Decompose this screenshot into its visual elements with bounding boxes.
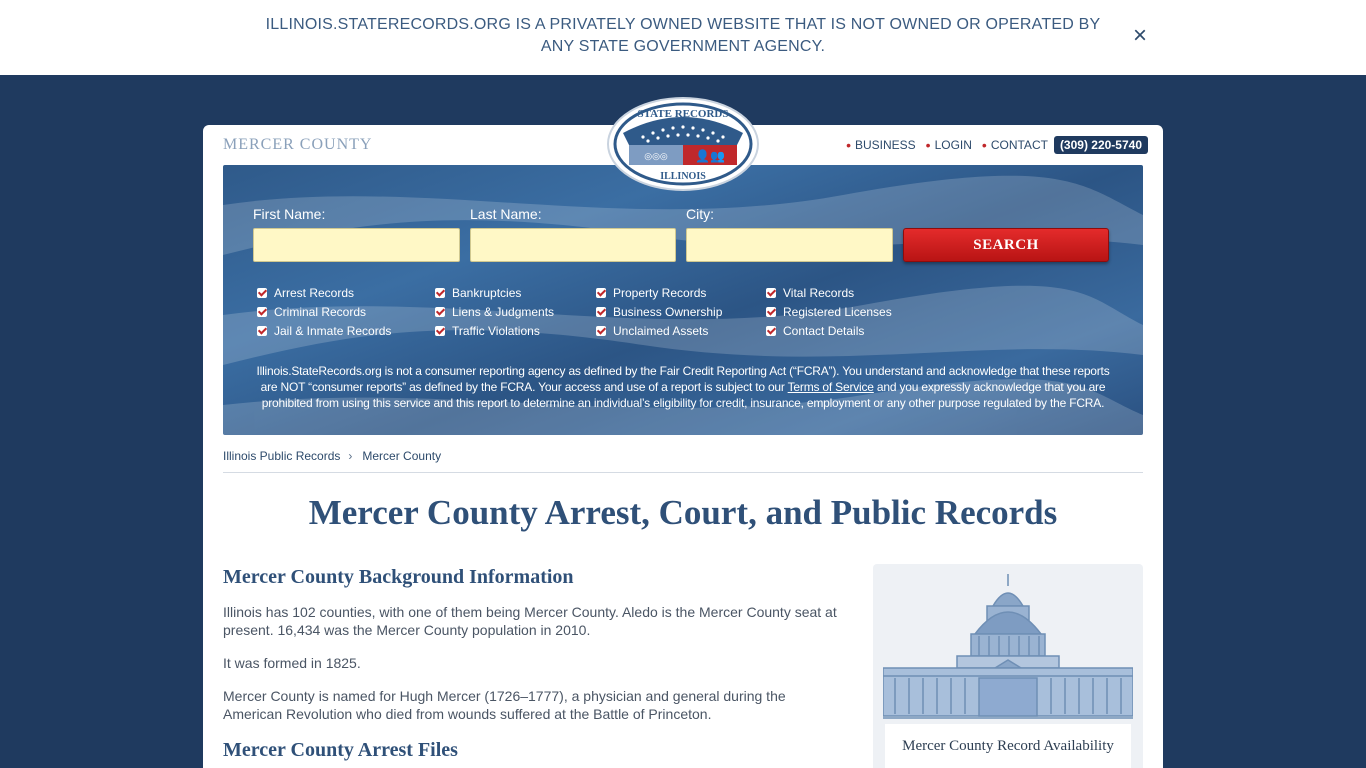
checkbox-vital-records[interactable] [766,286,854,300]
record-availability-sidebar [873,564,1143,768]
search-panel [223,165,1143,435]
first-name-input[interactable] [253,228,460,262]
checkbox-traffic-violations[interactable] [435,324,540,338]
checkbox-label: Business Ownership [613,305,723,319]
nav-login-link[interactable] [926,137,972,153]
checkbox-label: Criminal Records [274,305,367,319]
close-icon[interactable]: × [1132,22,1147,49]
state-records-illinois-logo[interactable] [607,97,759,191]
divider [223,472,1143,473]
nav-login-label: LOGIN [934,138,972,152]
checkbox-property-records[interactable] [596,286,706,300]
checkbox-unclaimed-assets[interactable] [596,324,708,338]
svg-text:◎◎◎: ◎◎◎ [644,151,668,161]
checkbox-checked-icon[interactable] [435,326,445,336]
checkbox-checked-icon[interactable] [257,288,267,298]
checkbox-criminal-records[interactable] [257,305,366,319]
checkbox-label: Property Records [613,286,707,300]
city-input[interactable] [686,228,893,262]
checkbox-arrest-records[interactable] [257,286,354,300]
checkbox-registered-licenses[interactable] [766,305,892,319]
bullet-icon: • [925,137,931,153]
nav-business-label: BUSINESS [854,138,916,152]
checkbox-checked-icon[interactable] [596,326,606,336]
last-name-input[interactable] [470,228,676,262]
checkbox-bankruptcies[interactable] [435,286,521,300]
bullet-icon: • [846,137,851,153]
background-paragraph: Illinois has 102 counties, with one of them being Mercer County. Aledo is the Mercer County seat at present. 16,434 was the Mercer County population in 2010. [223,604,837,638]
checkbox-business-ownership[interactable] [596,305,722,319]
search-button[interactable]: SEARCH [903,228,1109,262]
privacy-notice-bar [0,0,1366,75]
nav-contact-label: CONTACT [990,138,1048,152]
checkbox-checked-icon[interactable] [257,307,267,317]
city-label: City: [686,206,714,222]
checkbox-label: Jail & Inmate Records [274,324,392,338]
record-availability-caption: Mercer County Record Availability [902,738,1114,754]
fcra-disclaimer [253,363,1113,411]
nav-business-link[interactable] [846,137,916,153]
checkbox-label: Registered Licenses [783,305,892,319]
background-paragraph: Mercer County is named for Hugh Mercer (1726–1777), a physician and general during the American Revolution who died from wounds suffered at the Battle of Princeton. [223,688,786,722]
nav-contact-link[interactable] [982,137,1048,153]
checkbox-label: Liens & Judgments [452,305,555,319]
main-card [203,125,1163,768]
checkbox-checked-icon[interactable] [766,326,776,336]
checkbox-contact-details[interactable] [766,324,864,338]
breadcrumb-illinois-public-records[interactable]: Illinois Public Records [223,449,341,463]
arrest-files-heading: Mercer County Arrest Files [223,739,458,761]
breadcrumb-current: Mercer County [362,449,442,463]
phone-badge[interactable]: (309) 220-5740 [1054,136,1148,154]
background-paragraph: It was formed in 1825. [223,655,361,671]
page-title: Mercer County Arrest, Court, and Public Records [308,493,1058,532]
county-label: MERCER COUNTY [223,136,373,153]
checkbox-checked-icon[interactable] [596,288,606,298]
checkbox-label: Vital Records [783,286,855,300]
svg-text:👤👥: 👤👥 [695,149,725,163]
bullet-icon: • [981,137,987,153]
breadcrumb [223,449,441,463]
terms-of-service-link[interactable]: Terms of Service [787,380,874,394]
checkbox-checked-icon[interactable] [596,307,606,317]
disclaimer-text-start: Illinois.StateRecords.org is not a consumer reporting agency as defined by the Fair Credit Reporting Act (“FCRA”). You understand and acknowledge that these reports are NOT “consumer reports” as defined by the FCRA. Your access and use of a report is subject to our [256,364,1110,394]
checkbox-checked-icon[interactable] [766,288,776,298]
privacy-notice-text: ILLINOIS.STATERECORDS.ORG IS A PRIVATELY OWNED WEBSITE THAT IS NOT OWNED OR OPERATED BY ANY STATE GOVERNMENT AGENCY. [265,16,1101,55]
checkbox-label: Contact Details [783,324,865,338]
checkbox-label: Arrest Records [274,286,355,300]
checkbox-jail-inmate-records[interactable] [257,324,391,338]
checkbox-label: Traffic Violations [452,324,540,338]
checkbox-label: Bankruptcies [452,286,522,300]
capitol-building-icon [883,572,1133,724]
checkbox-checked-icon[interactable] [766,307,776,317]
logo-bottom-text: ILLINOIS [660,171,706,182]
logo-top-text: STATE RECORDS [637,108,729,120]
last-name-label: Last Name: [470,206,542,222]
checkbox-checked-icon[interactable] [257,326,267,336]
chevron-right-icon: › [348,449,353,463]
first-name-label: First Name: [253,206,326,222]
checkbox-checked-icon[interactable] [435,307,445,317]
top-nav [836,136,1148,154]
disclaimer-text-end: and you expressly acknowledge that you are prohibited from using this service and this report to determine an individual’s eligibility for credit, insurance, employment or any other purpose regulated by the FCRA. [261,380,1106,410]
checkbox-label: Unclaimed Assets [613,324,709,338]
background-info-heading: Mercer County Background Information [223,566,574,588]
checkbox-checked-icon[interactable] [435,288,445,298]
checkbox-liens-judgments[interactable] [435,305,554,319]
sidebar-panel [885,724,1131,768]
